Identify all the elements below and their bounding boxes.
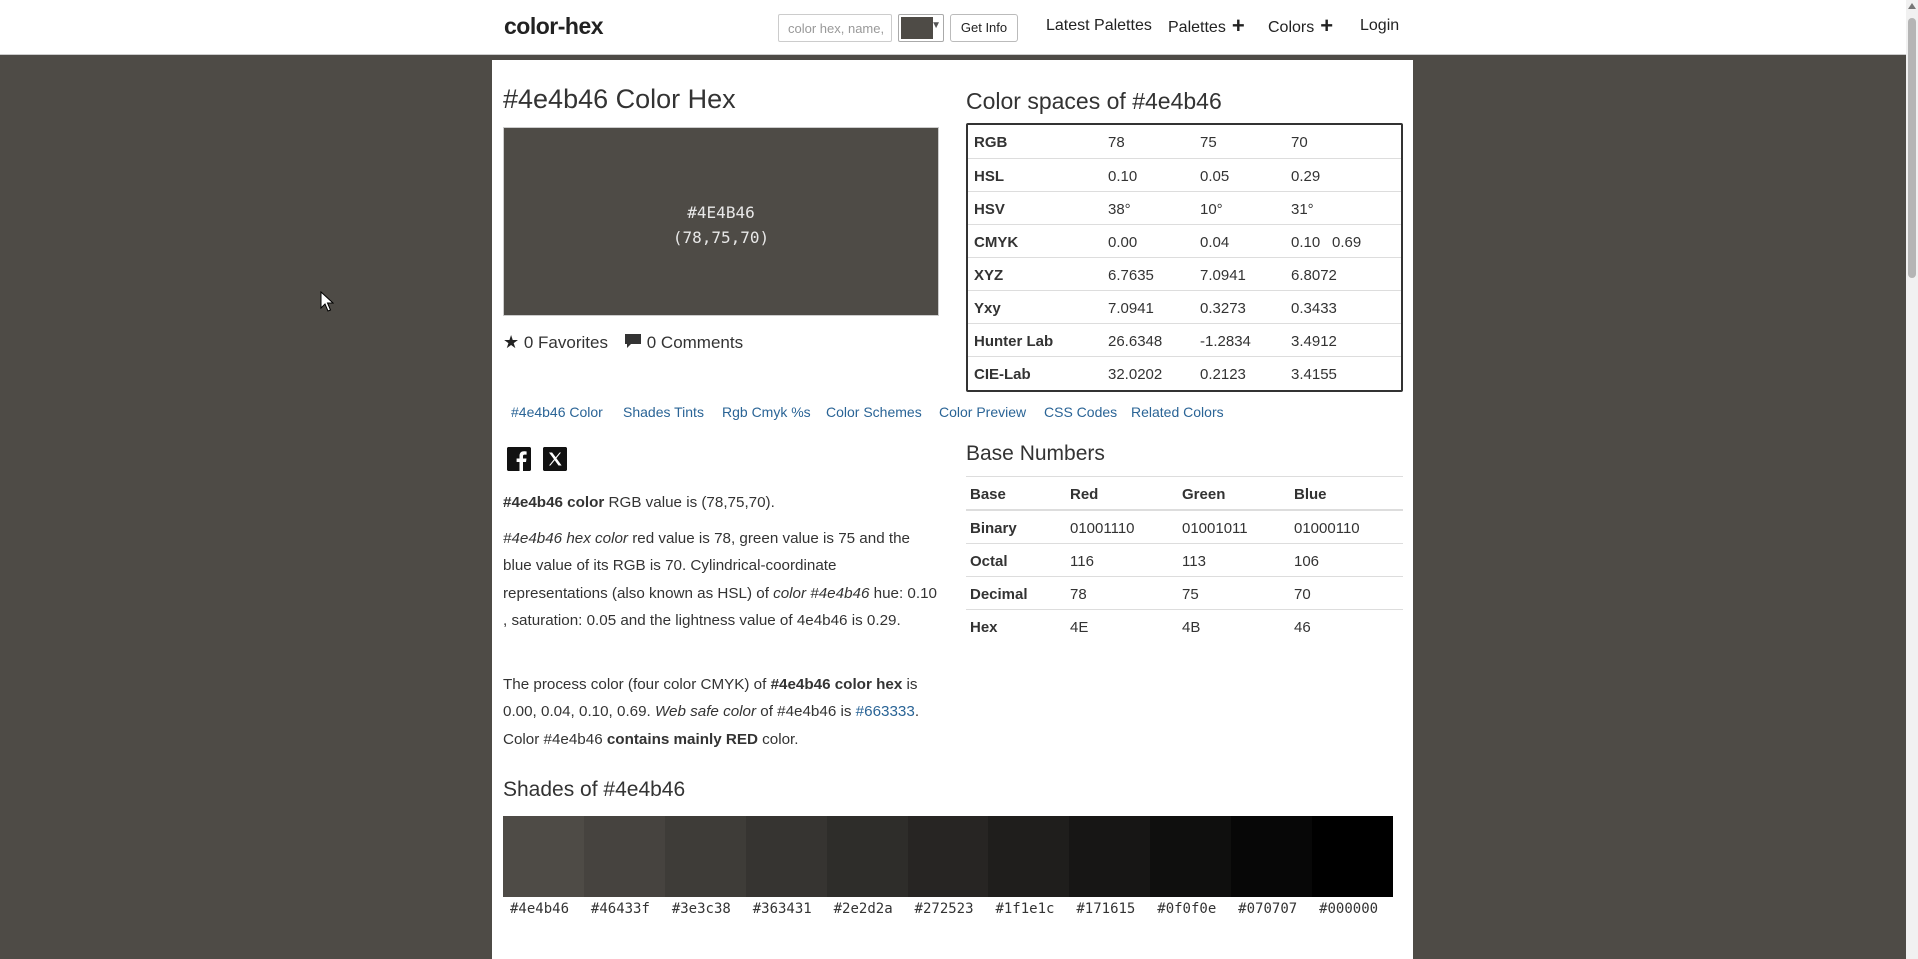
shade-swatch[interactable] <box>1231 816 1312 897</box>
tab-css-codes[interactable]: CSS Codes <box>1044 404 1118 420</box>
x-icon <box>543 447 567 471</box>
cs-label: CMYK <box>974 234 1019 251</box>
table-row <box>968 290 1401 324</box>
shade-label[interactable]: #171615 <box>1076 901 1136 917</box>
nav-colors-label: Colors <box>1268 19 1315 36</box>
red-value: 01001110 <box>1070 520 1135 537</box>
nav-login[interactable] <box>1360 17 1399 35</box>
green-value: 01001011 <box>1182 520 1248 537</box>
cs-value: 10° <box>1200 201 1223 218</box>
green-value: 75 <box>1182 586 1199 603</box>
nav-colors[interactable] <box>1268 13 1334 38</box>
cs-label: Hunter Lab <box>974 333 1054 350</box>
shade-swatch[interactable] <box>746 816 827 897</box>
nav-palettes[interactable] <box>1168 13 1245 38</box>
cs-value: -1.2834 <box>1200 333 1251 350</box>
cs-value: 0.29 <box>1291 168 1321 185</box>
shade-swatch[interactable] <box>827 816 908 897</box>
page-title: #4e4b46 Color Hex <box>503 84 736 114</box>
cs-value: 70 <box>1291 134 1308 151</box>
shade-swatch[interactable] <box>584 816 665 897</box>
shade-swatch[interactable] <box>503 816 584 897</box>
plus-icon: + <box>1320 13 1334 38</box>
bold-text: contains mainly RED <box>606 730 758 748</box>
shade-label[interactable]: #46433f <box>590 901 650 917</box>
cs-value: 0.3433 <box>1291 300 1337 317</box>
scroll-thumb[interactable] <box>1908 18 1916 278</box>
shade-label[interactable]: #4e4b46 <box>510 901 570 917</box>
description-paragraph-3 <box>503 671 939 753</box>
column-header: Red <box>1070 486 1099 503</box>
column-header: Base <box>970 486 1006 503</box>
base-numbers-title: Base Numbers <box>966 442 1105 465</box>
get-info-button[interactable]: Get Info <box>950 14 1018 42</box>
cs-label: HSL <box>974 168 1004 185</box>
text: color. <box>757 730 799 748</box>
cs-value: 31° <box>1291 201 1314 218</box>
text: . Color #4e4b46 <box>503 703 920 748</box>
cs-value: 75 <box>1200 134 1217 151</box>
cs-label: Yxy <box>974 300 1001 317</box>
table-row <box>968 224 1401 258</box>
nav-latest-palettes-label: Latest Palettes <box>1046 17 1152 34</box>
facebook-share-button[interactable] <box>507 447 531 471</box>
table-row <box>968 323 1401 357</box>
green-value: 4B <box>1182 619 1201 636</box>
shade-label[interactable]: #363431 <box>752 901 812 917</box>
favorites-count[interactable] <box>503 332 608 353</box>
cs-value: 0.10 <box>1108 168 1138 185</box>
favorites-label: 0 Favorites <box>523 333 608 352</box>
text: hue: 0.10 , saturation: 0.05 and the lightness value of 4e4b46 is 0.29. <box>503 584 937 630</box>
cs-label: HSV <box>974 201 1005 218</box>
cs-label: CIE-Lab <box>974 366 1031 383</box>
plus-icon: + <box>1231 13 1245 38</box>
column-header: Green <box>1182 486 1226 503</box>
brand-logo[interactable]: color-hex <box>504 13 604 39</box>
nav-latest-palettes[interactable] <box>1046 17 1152 35</box>
table-row <box>968 257 1401 291</box>
color-spaces-title: Color spaces of #4e4b46 <box>966 88 1222 114</box>
tab-related-colors[interactable]: Related Colors <box>1131 404 1224 420</box>
shade-swatch[interactable] <box>1069 816 1150 897</box>
shade-label[interactable]: #1f1e1c <box>995 901 1055 917</box>
table-row <box>966 509 1403 544</box>
table-header-row <box>966 476 1403 510</box>
blue-value: 46 <box>1294 619 1311 636</box>
shades-title: Shades of #4e4b46 <box>503 778 686 801</box>
shade-swatch[interactable] <box>988 816 1069 897</box>
shade-swatch[interactable] <box>1150 816 1231 897</box>
tab-color[interactable]: #4e4b46 Color <box>511 404 603 420</box>
cs-value: 7.0941 <box>1200 267 1246 284</box>
cs-value: 0.00 <box>1108 234 1138 251</box>
table-row <box>968 158 1401 192</box>
comments-count[interactable] <box>624 332 743 353</box>
text: The process color (four color CMYK) of <box>503 676 771 693</box>
cs-value: 0.05 <box>1200 168 1230 185</box>
text: red value is 78, green value is 75 and the blue value of its RGB is 70. Cylindrical-coordinate representations (also known as HSL) of <box>503 530 910 602</box>
red-value: 78 <box>1070 586 1087 603</box>
cs-value: 78 <box>1108 134 1125 151</box>
cs-value: 0.10 <box>1291 234 1321 251</box>
swatch-rgb-label: (78,75,70) <box>672 228 770 247</box>
shade-label[interactable]: #0f0f0e <box>1157 901 1217 917</box>
blue-value: 01000110 <box>1294 520 1360 537</box>
table-row <box>968 356 1401 390</box>
base-label: Binary <box>970 520 1017 537</box>
search-input[interactable]: color hex, name, <box>778 14 892 42</box>
shade-label[interactable]: #000000 <box>1319 901 1379 917</box>
mouse-cursor-icon <box>320 291 334 313</box>
chevron-down-icon: ▼ <box>931 20 941 31</box>
cs-value: 26.6348 <box>1108 333 1163 350</box>
x-share-button[interactable] <box>543 447 567 471</box>
column-header: Blue <box>1294 486 1327 503</box>
italic-text: color #4e4b46 <box>773 584 870 602</box>
shade-label[interactable]: #070707 <box>1238 901 1298 917</box>
blue-value: 106 <box>1294 553 1320 570</box>
tab-shades-tints[interactable]: Shades Tints <box>623 404 704 420</box>
cs-value: 0.3273 <box>1200 300 1246 317</box>
description-paragraph-2 <box>503 525 939 635</box>
blue-value: 70 <box>1294 586 1311 603</box>
green-value: 113 <box>1182 553 1206 570</box>
navbar <box>0 0 1906 55</box>
cs-value: 0.69 <box>1332 234 1362 251</box>
shade-label[interactable]: #2e2d2a <box>833 901 893 917</box>
cs-value: 7.0941 <box>1108 300 1154 317</box>
bold-text: #4e4b46 color hex <box>770 676 903 693</box>
cs-value: 0.2123 <box>1200 366 1246 383</box>
table-row <box>968 191 1401 225</box>
tab-color-preview[interactable]: Color Preview <box>939 404 1027 420</box>
shade-swatch[interactable] <box>908 816 989 897</box>
comments-label: 0 Comments <box>646 333 744 352</box>
base-label: Octal <box>970 553 1008 570</box>
web-safe-color-link[interactable]: #663333 <box>855 703 915 721</box>
table-row <box>966 543 1403 577</box>
red-value: 116 <box>1070 553 1094 570</box>
table-row <box>966 576 1403 610</box>
nav-palettes-label: Palettes <box>1168 19 1226 36</box>
color-spaces-table <box>966 123 1403 392</box>
base-label: Hex <box>970 619 998 636</box>
base-label: Decimal <box>970 586 1028 603</box>
cs-value: 32.0202 <box>1108 366 1163 383</box>
cs-value: 3.4155 <box>1291 366 1337 383</box>
table-row <box>968 125 1401 158</box>
comment-icon <box>624 333 642 349</box>
description-paragraph-1 <box>503 489 939 516</box>
color-swatch-preview <box>503 127 939 316</box>
cs-value: 0.04 <box>1200 234 1230 251</box>
star-icon: ★ <box>503 332 520 352</box>
shade-label[interactable]: #272523 <box>914 901 974 917</box>
text: is 0.00, 0.04, 0.10, 0.69. <box>503 676 918 721</box>
tab-rgb-cmyk[interactable]: Rgb Cmyk %s <box>722 404 811 420</box>
italic-text: Web safe color <box>655 703 757 721</box>
cs-label: XYZ <box>974 267 1004 284</box>
nav-login-label: Login <box>1360 17 1400 34</box>
italic-text: #4e4b46 hex color <box>503 530 628 547</box>
text: RGB value is (78,75,70). <box>604 494 775 511</box>
shade-swatch[interactable] <box>1312 816 1393 897</box>
facebook-icon <box>507 447 531 471</box>
shade-label[interactable]: #3e3c38 <box>671 901 731 917</box>
cs-value: 3.4912 <box>1291 333 1337 350</box>
cs-value: 6.8072 <box>1291 267 1337 284</box>
tab-color-schemes[interactable]: Color Schemes <box>826 404 922 420</box>
cs-value: 38° <box>1108 201 1131 218</box>
red-value: 4E <box>1070 619 1089 636</box>
color-picker-swatch <box>901 17 933 39</box>
cs-label: RGB <box>974 134 1008 151</box>
bold-text: #4e4b46 color <box>503 494 605 511</box>
swatch-hex-label: #4E4B46 <box>687 203 755 222</box>
color-picker[interactable] <box>898 14 944 42</box>
cs-value: 6.7635 <box>1108 267 1154 284</box>
shade-swatch[interactable] <box>665 816 746 897</box>
scrollbar[interactable] <box>1906 0 1918 959</box>
table-row <box>966 609 1403 643</box>
text: of #4e4b46 is <box>756 703 856 721</box>
scroll-up-arrow-icon[interactable] <box>1908 3 1916 9</box>
